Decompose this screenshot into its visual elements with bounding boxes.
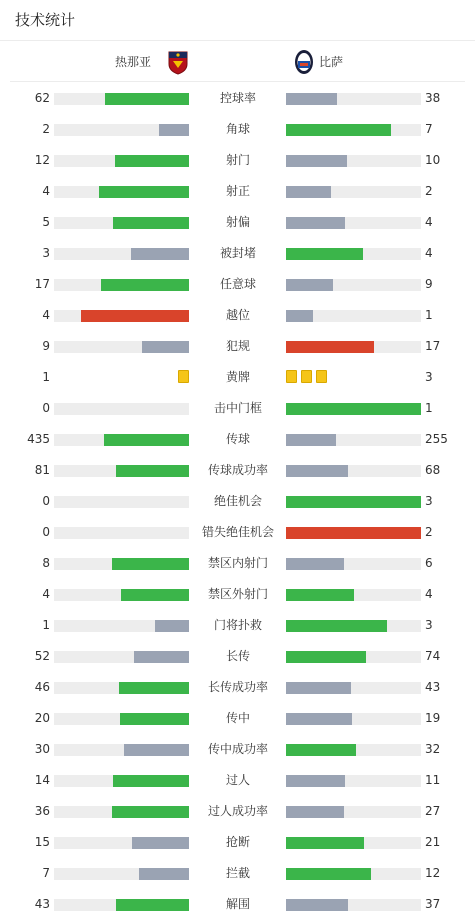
away-value: 4 <box>425 215 433 229</box>
home-bar-fill <box>116 465 189 477</box>
away-bar-fill <box>286 93 337 105</box>
away-bar-fill <box>286 465 348 477</box>
home-value: 17 <box>34 277 50 291</box>
home-bar-track <box>54 868 189 880</box>
away-value: 21 <box>425 835 441 849</box>
home-bar-track <box>54 248 189 260</box>
stat-row <box>0 114 475 145</box>
home-value: 0 <box>42 494 50 508</box>
stat-label: 拦截 <box>225 866 250 880</box>
stat-row <box>0 269 475 300</box>
away-value: 4 <box>425 246 433 260</box>
stat-row <box>0 486 475 517</box>
home-bar-fill <box>121 589 189 601</box>
yellow-card-icon <box>316 370 327 383</box>
away-value: 2 <box>425 525 433 539</box>
home-value: 4 <box>42 587 50 601</box>
home-value: 30 <box>34 742 50 756</box>
yellow-card-icon <box>286 370 297 383</box>
home-bar-fill <box>132 837 189 849</box>
stat-row <box>0 424 475 455</box>
stat-row <box>0 796 475 827</box>
home-value: 81 <box>34 463 50 477</box>
home-bar-fill <box>155 620 189 632</box>
away-bar-track <box>286 589 421 601</box>
away-value: 3 <box>425 370 433 384</box>
home-bar-fill <box>101 279 189 291</box>
stat-row <box>0 765 475 796</box>
home-bar-fill <box>131 248 189 260</box>
stat-label: 犯规 <box>225 339 250 353</box>
stat-label: 任意球 <box>219 277 256 291</box>
away-team-name: 比萨 <box>319 55 344 69</box>
away-bar-track <box>286 899 421 911</box>
away-bar-track <box>286 434 421 446</box>
home-bar-fill <box>112 806 189 818</box>
home-value: 12 <box>34 153 50 167</box>
home-bar-fill <box>159 124 189 136</box>
home-bar-fill <box>124 744 189 756</box>
away-bar-track <box>286 682 421 694</box>
away-value: 38 <box>425 91 441 105</box>
away-bar-track <box>286 713 421 725</box>
stat-row <box>0 393 475 424</box>
home-value: 5 <box>42 215 50 229</box>
away-bar-fill <box>286 837 364 849</box>
home-bar-track <box>54 527 189 539</box>
away-bar-track <box>286 155 421 167</box>
away-value: 1 <box>425 308 433 322</box>
away-value: 11 <box>425 773 441 787</box>
stat-row <box>0 641 475 672</box>
away-bar-track <box>286 558 421 570</box>
home-bar-fill <box>134 651 189 663</box>
home-bar-fill <box>113 775 189 787</box>
away-value: 74 <box>425 649 441 663</box>
stat-label: 过人 <box>225 773 250 787</box>
stat-label: 绝佳机会 <box>213 494 262 508</box>
home-bar-fill <box>112 558 189 570</box>
stat-label: 射正 <box>225 184 250 198</box>
stat-row <box>0 672 475 703</box>
home-bar-track <box>54 775 189 787</box>
away-bar-fill <box>286 651 366 663</box>
away-value: 3 <box>425 618 433 632</box>
home-value: 15 <box>34 835 50 849</box>
home-bar-track <box>54 806 189 818</box>
home-value: 9 <box>42 339 50 353</box>
stat-label: 射偏 <box>225 215 250 229</box>
away-bar-fill <box>286 217 345 229</box>
away-value: 4 <box>425 587 433 601</box>
away-bar-fill <box>286 310 313 322</box>
home-value: 0 <box>42 525 50 539</box>
teams-header <box>10 41 465 82</box>
away-bar-track <box>286 775 421 787</box>
away-bar-fill <box>286 341 374 353</box>
away-bar-fill <box>286 744 356 756</box>
away-bar-fill <box>286 248 363 260</box>
away-value: 27 <box>425 804 441 818</box>
stat-row <box>0 827 475 858</box>
stat-row <box>0 207 475 238</box>
away-bar-track <box>286 651 421 663</box>
away-value: 10 <box>425 153 441 167</box>
home-value: 1 <box>42 370 50 384</box>
stat-label: 越位 <box>225 308 250 322</box>
away-bar-track <box>286 496 421 508</box>
page-title: 技术统计 <box>0 0 475 41</box>
stat-label: 禁区外射门 <box>207 587 268 601</box>
home-value: 46 <box>34 680 50 694</box>
away-bar-fill <box>286 124 391 136</box>
home-value: 7 <box>42 866 50 880</box>
stat-row <box>0 238 475 269</box>
away-bar-track <box>286 93 421 105</box>
stat-label: 控球率 <box>219 91 256 105</box>
away-value: 43 <box>425 680 441 694</box>
home-bar-track <box>54 744 189 756</box>
home-bar-fill <box>99 186 189 198</box>
home-value: 62 <box>34 91 50 105</box>
stat-row <box>0 331 475 362</box>
home-value: 2 <box>42 122 50 136</box>
stat-label: 角球 <box>225 122 250 136</box>
stat-row <box>0 548 475 579</box>
away-value: 1 <box>425 401 433 415</box>
stat-label: 传中成功率 <box>207 742 268 756</box>
home-team-name: 热那亚 <box>114 55 151 69</box>
home-value: 4 <box>42 308 50 322</box>
home-bar-track <box>54 682 189 694</box>
stat-label: 传中 <box>225 711 250 725</box>
away-value: 255 <box>425 432 448 446</box>
stat-label: 传球成功率 <box>207 463 268 477</box>
stat-label: 过人成功率 <box>207 804 268 818</box>
stat-row <box>0 362 475 393</box>
away-bar-fill <box>286 713 352 725</box>
away-bar-track <box>286 124 421 136</box>
home-bar-track <box>54 434 189 446</box>
home-bar-track <box>54 651 189 663</box>
stat-row <box>0 889 475 920</box>
away-value: 19 <box>425 711 441 725</box>
away-bar-track <box>286 279 421 291</box>
stat-row <box>0 579 475 610</box>
away-bar-track <box>286 465 421 477</box>
stat-row <box>0 83 475 114</box>
home-value: 36 <box>34 804 50 818</box>
home-bar-track <box>54 558 189 570</box>
home-bar-fill <box>113 217 189 229</box>
away-bar-track <box>286 186 421 198</box>
home-bar-fill <box>139 868 189 880</box>
stat-label: 射门 <box>225 153 250 167</box>
stat-label: 长传成功率 <box>207 680 268 694</box>
away-value: 9 <box>425 277 433 291</box>
home-value: 4 <box>42 184 50 198</box>
home-value: 8 <box>42 556 50 570</box>
home-value: 20 <box>34 711 50 725</box>
home-bar-fill <box>119 682 189 694</box>
home-value: 52 <box>34 649 50 663</box>
stat-row <box>0 858 475 889</box>
home-value: 1 <box>42 618 50 632</box>
stat-label: 被封堵 <box>219 246 256 260</box>
away-bar-fill <box>286 279 333 291</box>
home-bar-fill <box>142 341 189 353</box>
away-bar-fill <box>286 558 344 570</box>
home-bar-track <box>54 310 189 322</box>
away-value: 7 <box>425 122 433 136</box>
away-value: 37 <box>425 897 441 911</box>
away-bar-track <box>286 868 421 880</box>
away-value: 68 <box>425 463 441 477</box>
home-bar-track <box>54 279 189 291</box>
home-bar-track <box>54 217 189 229</box>
home-bar-track <box>54 403 189 415</box>
away-value: 6 <box>425 556 433 570</box>
home-bar-track <box>54 155 189 167</box>
home-bar-track <box>54 589 189 601</box>
home-value: 3 <box>42 246 50 260</box>
stat-label: 抢断 <box>225 835 250 849</box>
home-bar-fill <box>104 434 189 446</box>
home-bar-track <box>54 837 189 849</box>
yellow-card-icon <box>301 370 312 383</box>
home-bar-track <box>54 899 189 911</box>
home-bar-fill <box>105 93 189 105</box>
stat-label: 禁区内射门 <box>207 556 268 570</box>
away-value: 17 <box>425 339 441 353</box>
stat-label: 解围 <box>225 897 250 911</box>
home-bar-track <box>54 620 189 632</box>
home-value: 14 <box>34 773 50 787</box>
home-bar-track <box>54 341 189 353</box>
away-yellow-cards <box>286 370 327 384</box>
stat-label: 传球 <box>225 432 250 446</box>
home-bar-track <box>54 496 189 508</box>
away-bar-fill <box>286 434 336 446</box>
home-bar-fill <box>115 155 189 167</box>
stat-label: 黄牌 <box>225 370 250 384</box>
away-bar-fill <box>286 806 344 818</box>
away-value: 2 <box>425 184 433 198</box>
away-bar-fill <box>286 899 348 911</box>
away-bar-track <box>286 744 421 756</box>
home-bar-fill <box>116 899 189 911</box>
away-bar-track <box>286 620 421 632</box>
away-team-logo-icon <box>293 49 315 75</box>
stat-row <box>0 300 475 331</box>
away-bar-track <box>286 217 421 229</box>
away-bar-fill <box>286 496 421 508</box>
away-bar-track <box>286 310 421 322</box>
home-bar-fill <box>81 310 189 322</box>
home-value: 0 <box>42 401 50 415</box>
home-bar-track <box>54 186 189 198</box>
stat-label: 击中门框 <box>213 401 262 415</box>
stat-row <box>0 517 475 548</box>
home-bar-track <box>54 124 189 136</box>
home-yellow-cards <box>178 370 189 384</box>
stat-row <box>0 610 475 641</box>
stat-row <box>0 145 475 176</box>
away-bar-fill <box>286 403 421 415</box>
away-bar-track <box>286 806 421 818</box>
away-bar-track <box>286 527 421 539</box>
away-bar-fill <box>286 868 371 880</box>
stat-row <box>0 734 475 765</box>
stats-list <box>0 83 475 920</box>
stat-label: 长传 <box>225 649 250 663</box>
away-bar-fill <box>286 186 331 198</box>
home-bar-track <box>54 465 189 477</box>
away-bar-fill <box>286 155 347 167</box>
away-value: 32 <box>425 742 441 756</box>
home-team-logo-icon <box>167 49 189 75</box>
home-value: 435 <box>27 432 50 446</box>
home-bar-track <box>54 93 189 105</box>
home-value: 43 <box>34 897 50 911</box>
away-bar-track <box>286 403 421 415</box>
away-value: 12 <box>425 866 441 880</box>
stat-label: 错失绝佳机会 <box>201 525 274 539</box>
stat-row <box>0 176 475 207</box>
stat-row <box>0 703 475 734</box>
yellow-card-icon <box>178 370 189 383</box>
away-bar-track <box>286 837 421 849</box>
stat-label: 门将扑救 <box>213 618 262 632</box>
away-bar-track <box>286 341 421 353</box>
away-bar-fill <box>286 682 351 694</box>
home-bar-track <box>54 713 189 725</box>
away-value: 3 <box>425 494 433 508</box>
away-bar-fill <box>286 775 345 787</box>
away-bar-fill <box>286 527 421 539</box>
away-bar-track <box>286 248 421 260</box>
away-bar-fill <box>286 589 354 601</box>
home-bar-fill <box>120 713 189 725</box>
stat-row <box>0 455 475 486</box>
away-bar-fill <box>286 620 387 632</box>
